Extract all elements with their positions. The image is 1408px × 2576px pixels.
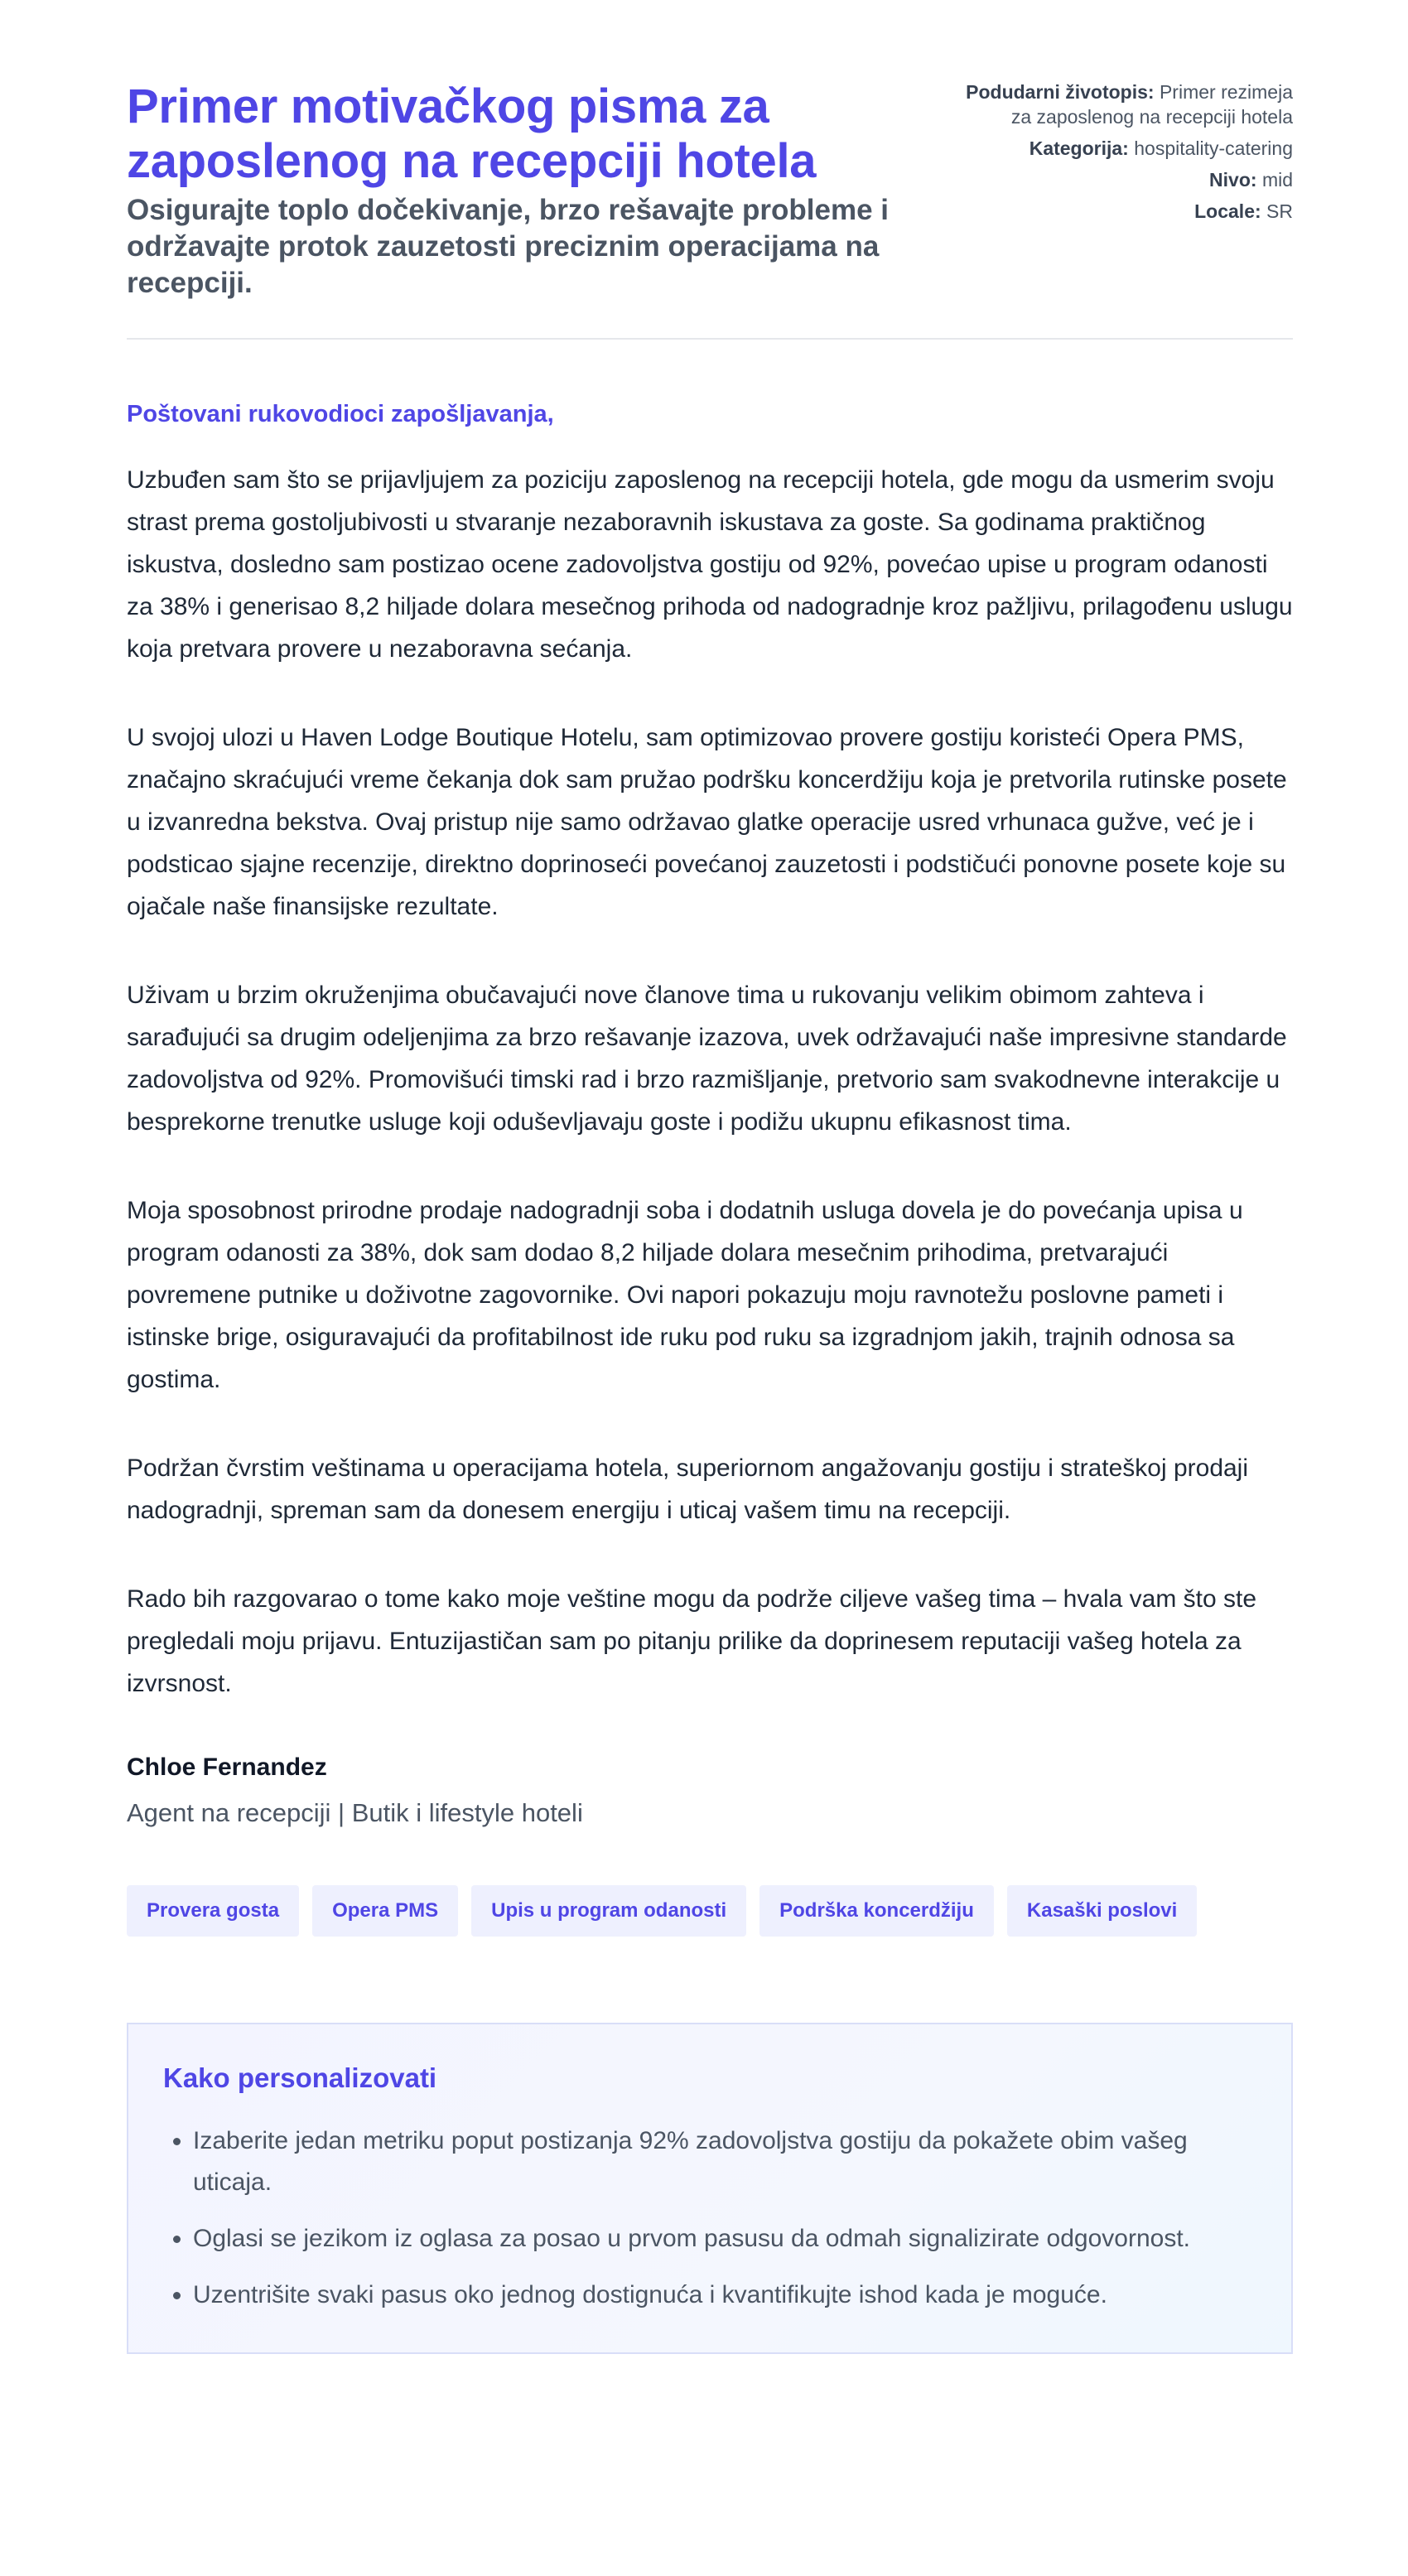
meta-level-value: mid bbox=[1261, 169, 1293, 191]
skill-tag: Provera gosta bbox=[127, 1885, 299, 1937]
meta-resume-label: Podudarni životopis: bbox=[966, 81, 1155, 103]
tip-item: • Oglasi se jezikom iz oglasa za posao u prvom pasusu da odmah signalizirate odgovornost. bbox=[193, 2218, 1258, 2260]
personalize-tips-box bbox=[127, 2023, 1293, 2354]
skill-tag: Podrška koncerdžiju bbox=[759, 1885, 994, 1937]
meta-category-value: hospitality-catering bbox=[1134, 137, 1293, 159]
meta-resume-value: Primer rezimeja za zaposlenog na recepciji hotela bbox=[1010, 81, 1293, 128]
letter-paragraph: Podržan čvrstim veštinama u operacijama hotela, superiornom angažovanju gostiju i strateškoj prodaji nadogradnji, spreman sam da donesem energiju i uticaj vašem timu na recepciji. bbox=[127, 1454, 1249, 1524]
tip-item: • Izaberite jedan metriku poput postizanja 92% zadovoljstva gostiju da pokažete obim vašeg uticaja. bbox=[193, 2120, 1258, 2203]
skill-tag: Opera PMS bbox=[312, 1885, 458, 1937]
meta-level-label: Nivo: bbox=[1209, 169, 1257, 191]
page-subtitle: Osigurajte toplo dočekivanje, brzo rešavajte probleme i održavajte protok zauzetosti preciznim operacijama na recepciji. bbox=[127, 194, 889, 299]
tip-item: • Uzentrišite svaki pasus oko jednog dostignuća i kvantifikujte ishod kada je moguće. bbox=[193, 2275, 1258, 2316]
skill-tags bbox=[127, 1885, 1293, 1937]
letter-paragraph: Uživam u brzim okruženjima obučavajući nove članove tima u rukovanju velikim obimom zahteva i sarađujući sa drugim odeljenjima za brzo rešavanje izazova, uvek održavajući naše impresivne standarde zadovoljstva od 92%. Promovišući timski rad i brzo razmišljanje, pretvorio sam svakodnevne interakcije u besprekorne trenutke usluge koji oduševljavaju goste i podižu ukupnu efikasnost tima. bbox=[127, 982, 1287, 1136]
skill-tag: Upis u program odanosti bbox=[471, 1885, 746, 1937]
letter-paragraph: Moja sposobnost prirodne prodaje nadogradnji soba i dodatnih usluga dovela je do povećanja upisa u program odanosti za 38%, dok sam dodao 8,2 hiljade dolara mesečnim prihodima, pretvarajući povremene putnike u doživotne zagovornike. Ovi napori pokazuju moju ravnotežu poslovne pameti i istinske brige, osiguravajući da profitabilnost ide ruku pod ruku sa izgradnjom jakih, trajnih odnosa sa gostima. bbox=[127, 1197, 1243, 1393]
tips-title: Kako personalizovati bbox=[163, 2062, 437, 2093]
page-title: Primer motivačkog pisma za zaposlenog na recepciji hotela bbox=[127, 80, 817, 188]
meta-panel bbox=[945, 80, 1293, 230]
meta-category-label: Kategorija: bbox=[1029, 137, 1129, 159]
meta-locale-value: SR bbox=[1266, 200, 1293, 222]
signature-role: Agent na recepciji | Butik i lifestyle hoteli bbox=[127, 1798, 583, 1827]
signature-name: Chloe Fernandez bbox=[127, 1754, 327, 1781]
letter-body bbox=[127, 340, 1293, 1831]
skill-tag: Kasaški poslovi bbox=[1007, 1885, 1197, 1937]
meta-category bbox=[945, 136, 1293, 161]
tips-list bbox=[163, 2120, 1258, 2316]
meta-locale bbox=[945, 199, 1293, 224]
letter-paragraph: Uzbuđen sam što se prijavljujem za poziciju zaposlenog na recepciji hotela, gde mogu da usmerim svoju strast prema gostoljubivosti u stvaranje nezaboravnih iskustava za goste. Sa godinama praktičnog iskustva, dosledno sam postizao ocene zadovoljstva gostiju od 92%, povećao upise u program odanosti za 38% i generisao 8,2 hiljade dolara mesečnog prihoda od nadogradnje kroz pažljivu, prilagođenu uslugu koja pretvara provere u nezaboravna sećanja. bbox=[127, 466, 1293, 663]
meta-level bbox=[945, 167, 1293, 192]
letter-paragraph: U svojoj ulozi u Haven Lodge Boutique Hotelu, sam optimizovao provere gostiju koristeći Opera PMS, značajno skraćujući vreme čekanja dok sam pružao podršku koncerdžiju koja je pretvorila rutinske posete u izvanredna bekstva. Ovaj pristup nije samo održavao glatke operacije usred vrhunaca gužve, već je i podsticao sjajne recenzije, direktno doprinoseći povećanoj zauzetosti i podstičući ponovne posete koje su ojačale naše finansijske rezultate. bbox=[127, 724, 1287, 920]
page-header bbox=[127, 80, 1293, 340]
letter-paragraph: Rado bih razgovarao o tome kako moje veštine mogu da podrže ciljeve vašeg tima – hvala vam što ste pregledali moju prijavu. Entuzijastičan sam po pitanju prilike da doprinesem reputaciji vašeg hotela za izvrsnost. bbox=[127, 1585, 1257, 1697]
meta-matching-resume bbox=[945, 80, 1293, 129]
signature-block bbox=[127, 1751, 1293, 1831]
salutation: Poštovani rukovodioci zapošljavanja, bbox=[127, 401, 554, 427]
cover-letter-page bbox=[127, 0, 1293, 2354]
meta-locale-label: Locale: bbox=[1194, 200, 1261, 222]
